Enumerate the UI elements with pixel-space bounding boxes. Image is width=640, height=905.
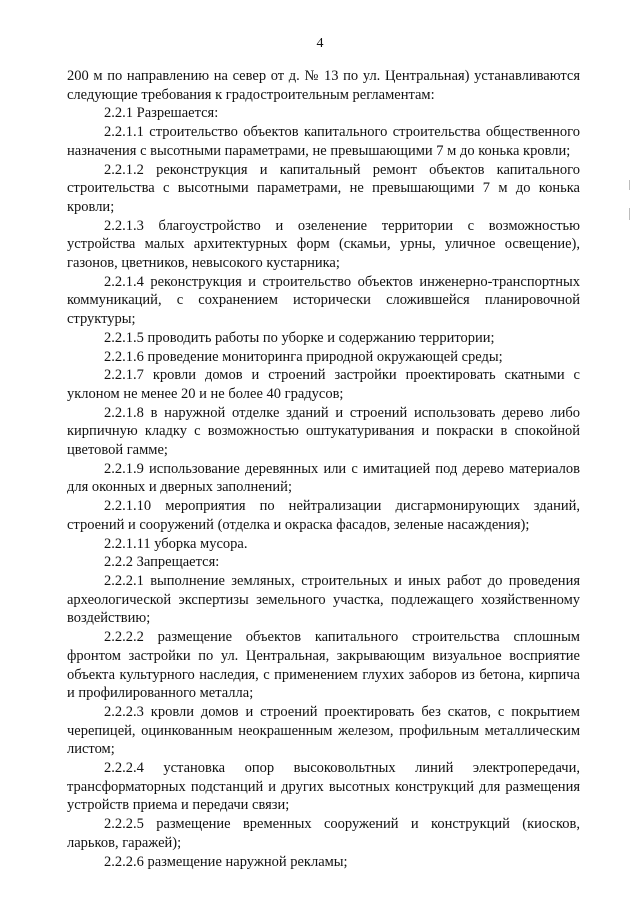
paragraph: 2.2.2.6 размещение наружной рекламы; [104,853,348,870]
paragraph: 2.2.1.1 строительство объектов капитального строительства общественного назначения с высотными параметрами, не превышающими 7 м до конька кровли; [67,124,580,159]
paragraph: 2.2.1.4 реконструкция и строительство объектов инженерно-транспортных коммуникаций, с сохранением исторически сложившейся планировочной структуры; [67,273,580,328]
paragraph: 2.2.1.3 благоустройство и озеленение территории с возможностью устройства малых архитектурных форм (скамьи, урны, уличное освещение), газонов, цветников, невысокого кустарника; [67,217,580,272]
document-body [67,67,580,871]
paragraph: 2.2.2.2 размещение объектов капитального строительства сплошным фронтом застройки по ул. Центральная, закрывающим визуальное восприятие объекта культурного наследия, с применением глухих заборов из бетона, кирпича и профилированного металла; [67,629,580,702]
paragraph: 2.2.1.5 проводить работы по уборке и содержанию территории; [104,329,495,346]
paragraph: 2.2.2.1 выполнение земляных, строительных и иных работ до проведения археологической экспертизы земельного участка, подлежащего хозяйственному воздействию; [67,572,580,627]
paragraph: 2.2.2.4 установка опор высоковольтных линий электропередачи, трансформаторных подстанций и других высотных конструкций для размещения устройств приема и передачи связи; [67,760,580,814]
scan-artifact [629,208,630,220]
page-number: 4 [316,36,324,51]
paragraph: 2.2.2.3 кровли домов и строений проектировать без скатов, с покрытием черепицей, оцинкованным неокрашенным железом, профильным металлическим листом; [67,703,580,758]
paragraph: 2.2.1.6 проведение мониторинга природной окружающей среды; [104,348,503,365]
paragraph: 2.2.1.9 использование деревянных или с имитацией под дерево материалов для оконных и дверных заполнений; [67,460,580,496]
paragraph: 200 м по направлению на север от д. № 13 по ул. Центральная) устанавливаются следующие требования к градостроительным регламентам: [67,68,580,103]
paragraph: 2.2.1.10 мероприятия по нейтрализации дисгармонирующих зданий, строений и сооружений (отделка и окраска фасадов, зеленые насаждения); [67,498,580,533]
paragraph: 2.2.2.5 размещение временных сооружений и конструкций (киосков, ларьков, гаражей); [67,816,580,851]
scan-artifact [629,180,630,190]
paragraph: 2.2.1.2 реконструкция и капитальный ремонт объектов капитального строительства с высотными параметрами, не превышающими 7 м до конька кровли; [67,161,580,215]
paragraph: 2.2.1.11 уборка мусора. [104,535,248,552]
paragraph: 2.2.1 Разрешается: [104,105,219,122]
paragraph: 2.2.1.7 кровли домов и строений застройки проектировать скатными с уклоном не менее 20 и не более 40 градусов; [67,367,580,402]
paragraph: 2.2.1.8 в наружной отделке зданий и строений использовать дерево либо кирпичную кладку с возможностью оштукатуривания и покраски в спокойной цветовой гамме; [67,404,580,459]
paragraph: 2.2.2 Запрещается: [104,554,220,571]
